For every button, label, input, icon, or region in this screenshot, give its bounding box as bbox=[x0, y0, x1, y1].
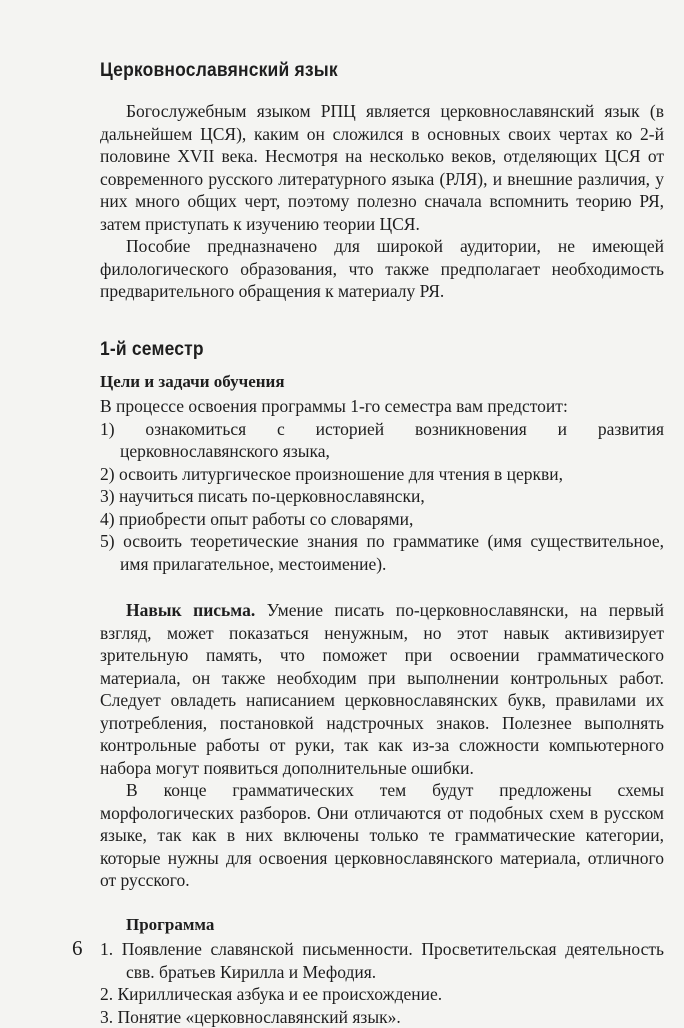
intro-paragraph-2: Пособие предназначено для широкой аудитории, не имеющей филологического образования, что также предполагает необходимость предварительного обращения к материалу РЯ. bbox=[100, 235, 664, 303]
list-item: 5) освоить теоретические знания по грамматике (имя существительное, имя прилагательное, местоимение). bbox=[100, 530, 664, 575]
goals-intro: В процессе освоения программы 1-го семестра вам предстоит: bbox=[100, 395, 664, 418]
list-item: 1. Появление славянской письменности. Просветительская деятельность свв. братьев Кирилла и Мефодия. bbox=[100, 938, 664, 983]
goals-heading: Цели и задачи обучения bbox=[100, 371, 664, 394]
writing-lead: Навык письма. bbox=[126, 600, 255, 620]
list-item: 3. Понятие «церковнославянский язык». bbox=[100, 1006, 664, 1028]
page-number: 6 bbox=[72, 936, 83, 961]
intro-paragraph-1: Богослужебным языком РПЦ является церковнославянский язык (в дальнейшем ЦСЯ), каким он сложился в основных своих чертах ко 2-й половине XVII века. Несмотря на несколько веков, отделяющих ЦСЯ от современного русского литературного языка (РЛЯ), и внешние различия, у них много общих черт, поэтому полезно сначала вспомнить теорию РЯ, затем приступать к изучению теории ЦСЯ. bbox=[100, 100, 664, 235]
goals-list bbox=[100, 418, 664, 576]
writing-paragraph bbox=[100, 599, 664, 779]
list-item: 2) освоить литургическое произношение для чтения в церкви, bbox=[100, 463, 664, 486]
list-item: 1) ознакомиться с историей возникновения и развития церковнославянского языка, bbox=[100, 418, 664, 463]
writing-text: Умение писать по-церковнославянски, на первый взгляд, может показаться ненужным, но этот навык активизирует зрительную память, что поможет при освоении грамматического материала, он также необходим при выполнении контрольных работ. Следует овладеть написанием церковнославянских букв, правилами их употребления, постановкой надстрочных знаков. Полезнее выполнять контрольные работы от руки, так как из-за сложности компьютерного набора могут появиться дополнительные ошибки. bbox=[100, 600, 664, 778]
program-heading: Программа bbox=[100, 914, 664, 937]
list-item: 2. Кириллическая азбука и ее происхождение. bbox=[100, 983, 664, 1006]
chapter-title: Церковнославянский язык bbox=[100, 60, 619, 82]
list-item: 3) научиться писать по-церковнославянски, bbox=[100, 485, 664, 508]
program-list bbox=[100, 938, 664, 1028]
list-item: 4) приобрести опыт работы со словарями, bbox=[100, 508, 664, 531]
morphology-paragraph: В конце грамматических тем будут предложены схемы морфологических разборов. Они отличаются от подобных схем в русском языке, так как в них включены только те грамматические категории, которые нужны для освоения церковнославянского материала, отличного от русского. bbox=[100, 779, 664, 892]
semester-heading: 1-й семестр bbox=[100, 339, 619, 361]
